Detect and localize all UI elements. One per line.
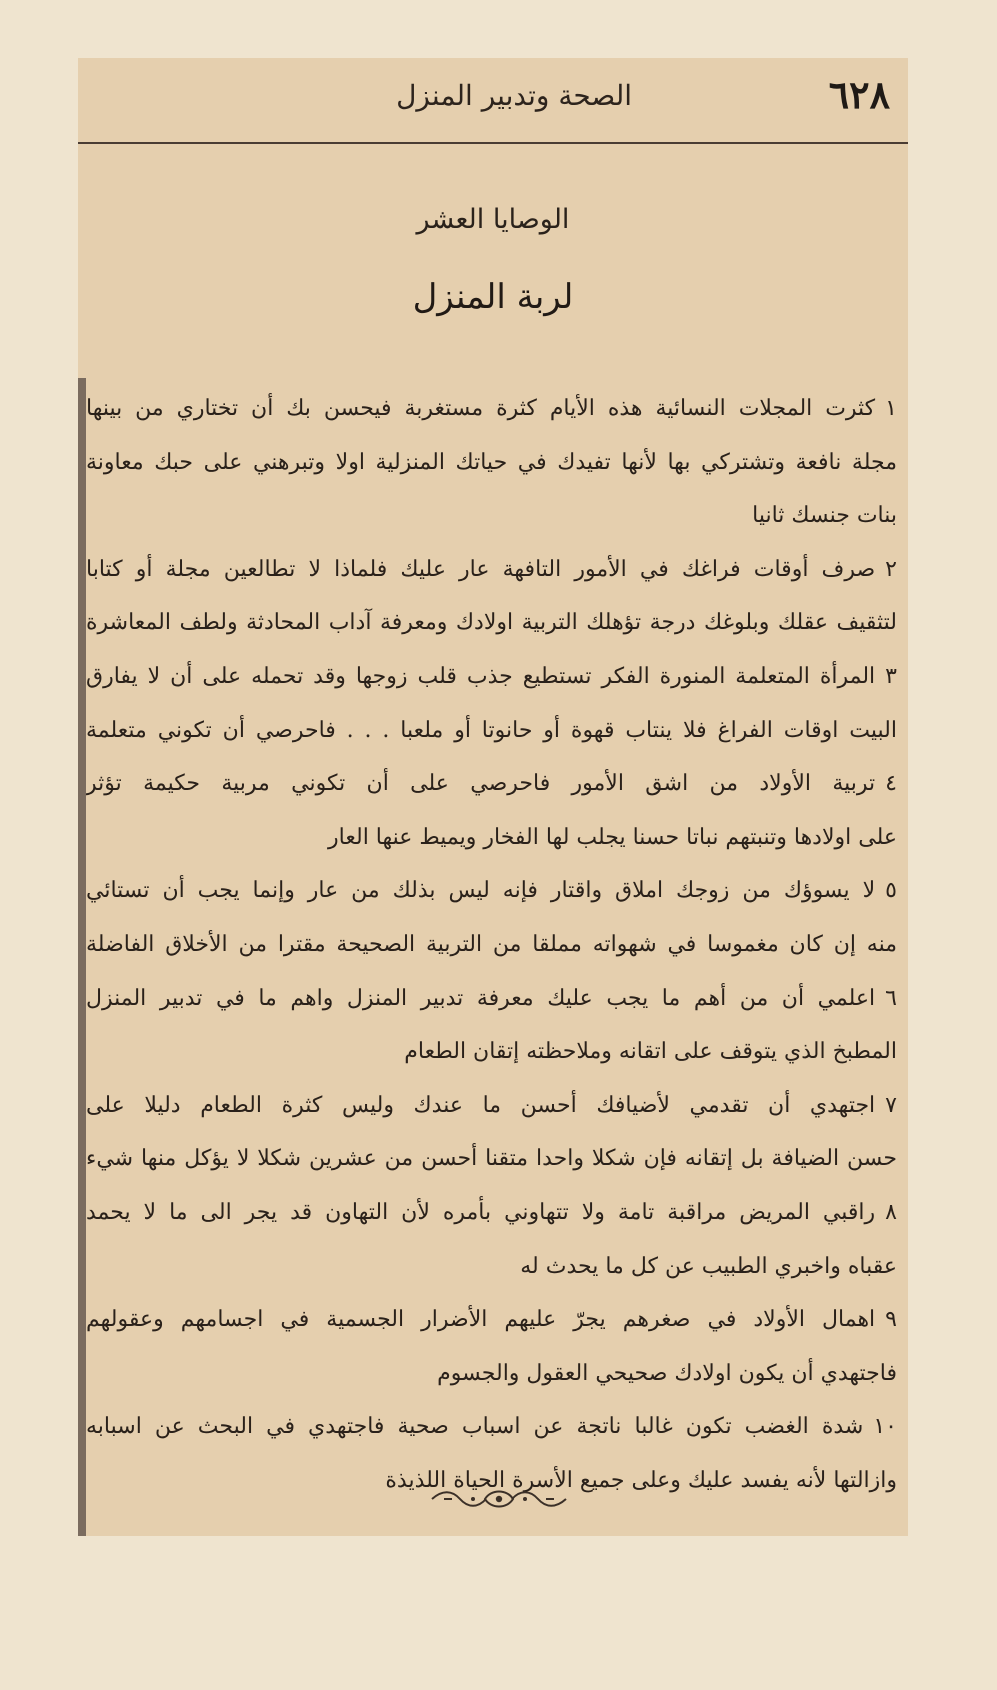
item-text: اهمال الأولاد في صغرهم يجرّ عليهم الأضرار الجسمية في اجسامهم وعقولهم [86,1307,876,1333]
text-line [86,1347,897,1401]
text-line [86,704,897,758]
item-number: ٥ [885,878,897,904]
item-text: البيت اوقات الفراغ فلا ينتاب قهوة أو حانوتا أو ملعبا . . . فاحرصي أن تكوني متعلمة [86,717,897,743]
page-header [78,66,908,136]
text-line [86,596,897,650]
item-text: صرف أوقات فراغك في الأمور التافهة عار عليك فلماذا لا تطالعين مجلة أو كتابا [86,556,876,582]
text-line [86,1240,897,1294]
item-text: وازالتها لأنه يفسد عليك وعلى جميع الأسرة الحياة اللذيذة [385,1467,897,1493]
item-text: لا يسوؤك من زوجك املاق واقتار فإنه ليس بذلك من عار وإنما يجب أن تستائي [86,878,876,904]
text-line [86,1079,897,1133]
list-item [86,382,897,543]
text-line [86,489,897,543]
list-item [86,1293,897,1400]
item-text: المرأة المتعلمة المنورة الفكر تستطيع جذب قلب زوجها وقد تحمله على أن لا يفارق [86,663,876,689]
item-text: بنات جنسك ثانيا [752,503,897,529]
text-line [86,811,897,865]
item-text: اعلمي أن من أهم ما يجب عليك معرفة تدبير المنزل واهم ما في تدبير المنزل [86,985,876,1011]
page-number: ٦٢٨ [828,72,890,117]
text-line [86,436,897,490]
item-number: ١٠ [873,1414,897,1440]
text-line [86,1293,897,1347]
item-number: ٣ [885,663,897,689]
item-text: لتثقيف عقلك وبلوغك درجة تؤهلك التربية اولادك ومعرفة آداب المحادثة ولطف المعاشرة [86,610,897,636]
item-number: ٢ [885,556,897,582]
list-item [86,1186,897,1293]
text-line [86,918,897,972]
item-text: عقباه واخبري الطبيب عن كل ما يحدث له [520,1253,897,1279]
item-text: تربية الأولاد من اشق الأمور فاحرصي على أن تكوني مربية حكيمة تؤثر [86,771,876,797]
decorative-ornament-icon [424,1484,574,1514]
running-title: الصحة وتدبير المنزل [396,79,632,112]
item-text: منه إن كان مغموسا في شهواته مملقا من التربية الصحيحة مقترا من الأخلاق الفاضلة [86,931,897,957]
section-title-block [78,205,908,316]
text-line [86,650,897,704]
text-line [86,864,897,918]
text-line [86,382,897,436]
item-number: ٦ [885,985,897,1011]
list-item [86,650,897,757]
list-item [86,543,897,650]
item-text: مجلة نافعة وتشتركي بها لأنها تفيدك في حياتك المنزلية اولا وتبرهني على حبك معاونة [86,449,897,475]
item-number: ١ [885,396,897,421]
item-number: ٤ [885,771,897,797]
item-text: كثرت المجلات النسائية هذه الأيام كثرة مستغربة فيحسن بك أن تختاري من بينها [86,396,876,421]
item-text: اجتهدي أن تقدمي لأضيافك أحسن ما عندك وليس كثرة الطعام دليلا على [86,1092,876,1118]
list-item [86,972,897,1079]
text-line [86,1025,897,1079]
list-item [86,1079,897,1186]
text-line [86,1400,897,1454]
recommendations-list [86,382,897,1507]
item-text: فاجتهدي أن يكون اولادك صحيحي العقول والجسوم [437,1360,897,1386]
item-number: ٩ [885,1307,897,1333]
section-title: الوصايا العشر [416,204,570,235]
text-line [86,757,897,811]
text-line [86,1132,897,1186]
item-text: حسن الضيافة بل إتقانه فإن شكلا واحدا متقنا أحسن من عشرين شكلا لا يؤكل منها شيء [86,1146,897,1172]
item-text: على اولادها وتنبتهم نباتا حسنا يجلب لها الفخار ويميط عنها العار [328,824,897,850]
list-item [86,757,897,864]
page-gutter-shadow [78,378,86,1536]
text-line [86,972,897,1026]
item-text: المطبخ الذي يتوقف على اتقانه وملاحظته إتقان الطعام [404,1039,897,1065]
text-line [86,543,897,597]
item-number: ٨ [885,1199,897,1225]
item-number: ٧ [885,1092,897,1118]
item-text: راقبي المريض مراقبة تامة ولا تتهاوني بأمره لأن التهاون قد يجر الى ما لا يحمد [86,1199,876,1225]
list-item [86,864,897,971]
section-subtitle: لربة المنزل [412,276,574,317]
item-text: شدة الغضب تكون غالبا ناتجة عن اسباب صحية فاجتهدي في البحث عن اسبابه [86,1414,864,1440]
header-rule [78,142,908,144]
text-line [86,1186,897,1240]
